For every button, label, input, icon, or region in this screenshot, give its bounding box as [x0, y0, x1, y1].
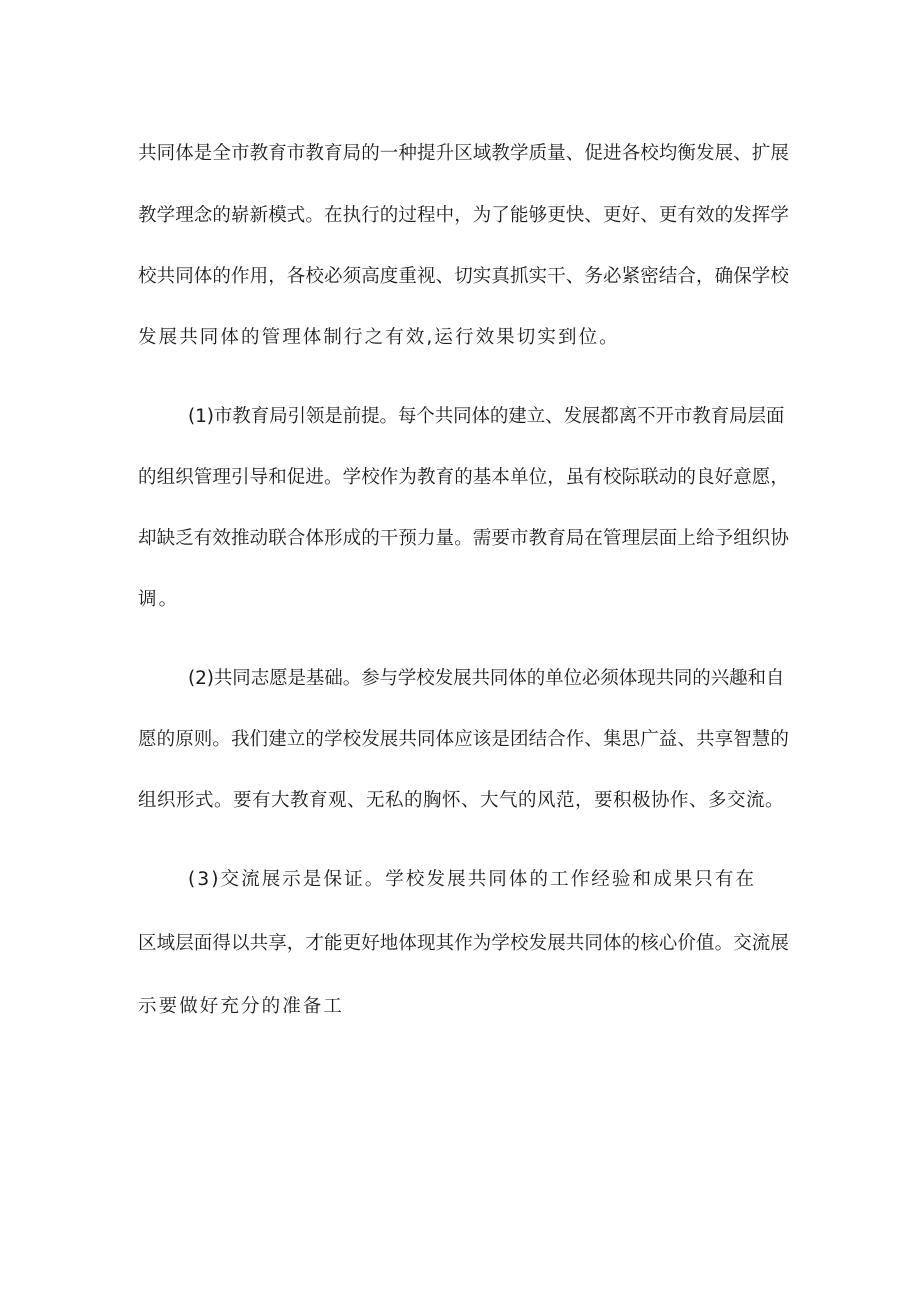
text-line: 区域层面得以共享，才能更好地体现其作为学校发展共同体的核心价值。交流展	[138, 933, 790, 954]
text-line: (3)交流展示是保证。学校发展共同体的工作经验和成果只有在	[188, 869, 757, 890]
text-line: 共同体是全市教育市教育局的一种提升区域教学质量、促进各校均衡发展、扩展	[138, 143, 790, 164]
text-line: 调。	[138, 589, 180, 610]
text-line: 却缺乏有效推动联合体形成的干预力量。需要市教育局在管理层面上给予组织协	[138, 528, 790, 549]
text-line: 校共同体的作用，各校必须高度重视、切实真抓实干、务必紧密结合，确保学校	[138, 266, 790, 287]
text-line: 愿的原则。我们建立的学校发展共同体应该是团结合作、集思广益、共享智慧的	[138, 729, 790, 750]
text-line: 发展共同体的管理体制行之有效,运行效果切实到位。	[138, 327, 620, 348]
text-line: (2)共同志愿是基础。参与学校发展共同体的单位必须体现共同的兴趣和自	[188, 668, 785, 689]
text-line: 示要做好充分的准备工	[138, 996, 345, 1017]
text-line: 教学理念的崭新模式。在执行的过程中，为了能够更快、更好、更有效的发挥学	[138, 205, 790, 226]
text-line: 组织形式。要有大教育观、无私的胸怀、大气的风范，要积极协作、多交流。	[138, 790, 785, 811]
text-line: (1)市教育局引领是前提。每个共同体的建立、发展都离不开市教育局层面	[188, 406, 785, 427]
text-line: 的组织管理引导和促进。学校作为教育的基本单位，虽有校际联动的良好意愿，	[138, 467, 790, 488]
